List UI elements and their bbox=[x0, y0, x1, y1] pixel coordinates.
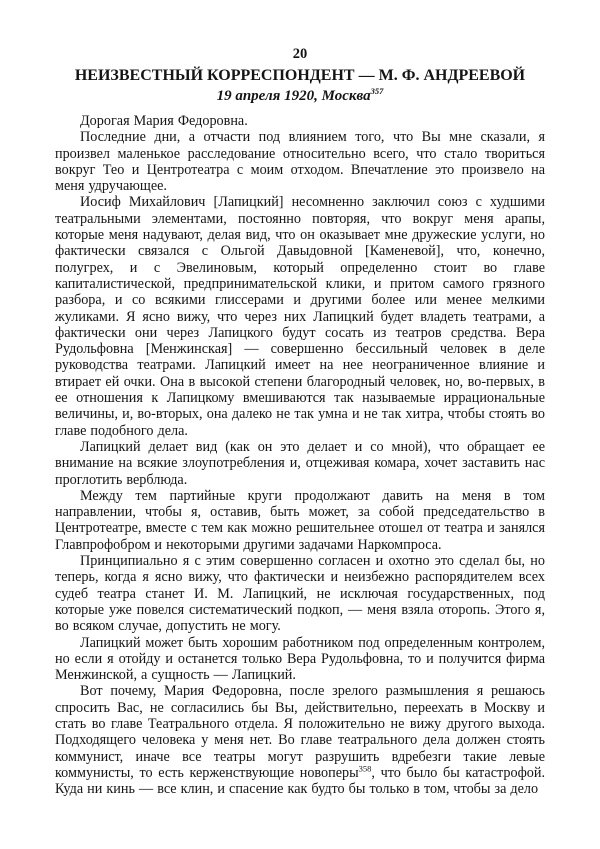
letter-title: НЕИЗВЕСТНЫЙ КОРРЕСПОНДЕНТ — М. Ф. АНДРЕЕВОЙ bbox=[74, 67, 526, 84]
paragraph: Лапицкий может быть хорошим работником под определенным контролем, но если я отойду и останется только Вера Рудольфовна, то и получится фирма Менжинской, а сущность — Лапицкий. bbox=[55, 634, 545, 684]
paragraph: Дорогая Мария Федоровна. bbox=[80, 113, 248, 129]
paragraph: Последние дни, а отчасти под влиянием того, что Вы мне сказали, я произвел маленькое расследование относительно всего, что стало твориться вокруг Тео и Центротеатра с моим отходом. Впечатление это произвело на меня удручающее. bbox=[55, 129, 545, 195]
paragraph: Вот почему, Мария Федоровна, после зрелого размышления я решаюсь спросить Вас, не согласились бы Вы, действительно, переехать в Москву и стать во главе Театрального отдела. Я положительно не вижу другого выхода. Подходящего человека у меня нет. Во главе театрального дела должен стоять коммунист, иначе все театры могут разрушить вдребезги такие левые коммунисты, то есть керженствующие новоперы$^{358}$, что было бы катастрофой. Куда ни кинь — все клин, и спасение как будто бы только в том, чтобы за дело bbox=[55, 683, 545, 798]
dateline bbox=[55, 87, 545, 105]
paragraph: Между тем партийные круги продолжают давить на меня в том направлении, чтобы я, оставив, быть может, за собой председательство в Центротеатре, вместе с тем как можно решительнее отошел от театра и занялся Главпрофобром и некоторыми другими задачами Наркомпроса. bbox=[55, 487, 545, 553]
footnote-ref: 358 bbox=[358, 763, 372, 774]
paragraph: Иосиф Михайлович [Лапицкий] несомненно заключил союз с худшими театральными элементами, постоянно повторяя, что вокруг меня арапы, которые меня надувают, делая вид, что он оказывает мне дружеские услуги, но фактически связался с Ольгой Давыдовной [Каменевой], что, конечно, полугрех, и с Эвелиновым, который определенно стоит во главе капиталистической, предпринимательской клики, и притом самого грязного разбора, и со всякими глиссерами и другими более или менее мелкими жуликами. Я ясно вижу, что через них Лапицкий будет владеть театрами, а фактически они через Лапицкого будут сосать из театров средства. Вера Рудольфовна [Менжинская] — совершенно бессильный человек в деле руководства театрами. Лапицкий имеет на нее неограниченное влияние и втирает ей очки. Она в высокой степени благородный человек, но, во-первых, в ее отношения к Лапицкому вмешиваются так называемые иррациональные величины, и, во-вторых, она далеко не так умна и не так хитра, чтобы стоять во главе подобного дела. bbox=[55, 194, 545, 439]
dateline-text: 19 апреля 1920, Москва bbox=[216, 88, 371, 104]
paragraph: Лапицкий делает вид (как он это делает и со мной), что обращает ее внимание на всякие злоупотребления и, отцеживая комара, хочет заставить нас проглотить верблюда. bbox=[55, 438, 545, 488]
footnote-ref-357: 357 bbox=[370, 86, 384, 96]
page-number: 20 bbox=[292, 46, 308, 62]
paragraph: Принципиально я с этим совершенно согласен и охотно это сделал бы, но теперь, когда я ясно вижу, что фактически и неизбежно распорядителем всех судеб театра станет И. М. Лапицкий, не исключая государственных, под которые уже повелся систематический подкоп, — меня взяла оторопь. Этого я, во всяком случае, допустить не могу. bbox=[55, 553, 545, 635]
letter-body bbox=[55, 113, 545, 797]
